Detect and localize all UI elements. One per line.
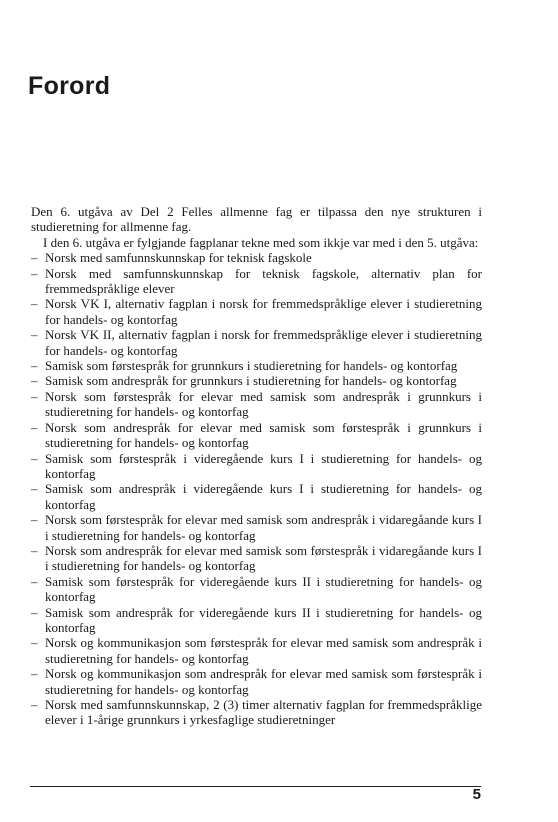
list-item: – Samisk som førstespråk i videregående kurs I i studieretning for handels- og kontorfag	[31, 451, 482, 482]
list-item: – Samisk som førstespråk for videregående kurs II i studieretning for handels- og kontorfag	[31, 574, 482, 605]
list-item: – Samisk som førstespråk for grunnkurs i studieretning for handels- og kontorfag	[31, 358, 482, 373]
list-item: – Norsk VK II, alternativ fagplan i norsk for fremmedspråklige elever i studieretning for handels- og kontorfag	[31, 327, 482, 358]
list-item: – Norsk som andrespråk for elevar med samisk som førstespråk i vidaregåande kurs I i studieretning for handels- og kontorfag	[31, 543, 482, 574]
lead-in-paragraph: I den 6. utgåva er fylgjande fagplanar tekne med som ikkje var med i den 5. utgåva:	[43, 234, 479, 250]
list-item: – Norsk med samfunnskunnskap for teknisk fagskole	[31, 250, 482, 265]
body-text	[31, 204, 482, 728]
footer-rule	[30, 786, 481, 787]
list-item: – Norsk med samfunnskunnskap, 2 (3) timer alternativ fagplan for fremmedspråklige elever i 1-årige grunnkurs i yrkesfaglige studieretninger	[31, 697, 482, 728]
page-number: 5	[472, 786, 481, 803]
list-item: – Norsk som førstespråk for elevar med samisk som andrespråk i grunnkurs i studieretning for handels- og kontorfag	[31, 389, 482, 420]
list-item: – Norsk og kommunikasjon som andrespråk for elevar med samisk som førstespråk i studieretning for handels- og kontorfag	[31, 666, 482, 697]
intro-paragraph: Den 6. utgåva av Del 2 Felles allmenne fag er tilpassa den nye strukturen i studieretning for allmenne fag.	[31, 204, 482, 235]
list-item: – Norsk som andrespråk for elevar med samisk som førstespråk i grunnkurs i studieretning for handels- og kontorfag	[31, 420, 482, 451]
list-item: – Samisk som andrespråk for videregående kurs II i studieretning for handels- og kontorfag	[31, 605, 482, 636]
list-item: – Samisk som andrespråk i videregående kurs I i studieretning for handels- og kontorfag	[31, 481, 482, 512]
list-item: – Norsk VK I, alternativ fagplan i norsk for fremmedspråklige elever i studieretning for handels- og kontorfag	[31, 296, 482, 327]
list-item: – Norsk og kommunikasjon som førstespråk for elevar med samisk som andrespråk i studieretning for handels- og kontorfag	[31, 635, 482, 666]
page-title: Forord	[28, 72, 111, 100]
new-curricula-list	[31, 250, 482, 728]
list-item: – Norsk som førstespråk for elevar med samisk som andrespråk i vidaregåande kurs I i studieretning for handels- og kontorfag	[31, 512, 482, 543]
list-item: – Samisk som andrespråk for grunnkurs i studieretning for handels- og kontorfag	[31, 373, 482, 388]
list-item: – Norsk med samfunnskunnskap for teknisk fagskole, alternativ plan for fremmedspråklige elever	[31, 266, 482, 297]
